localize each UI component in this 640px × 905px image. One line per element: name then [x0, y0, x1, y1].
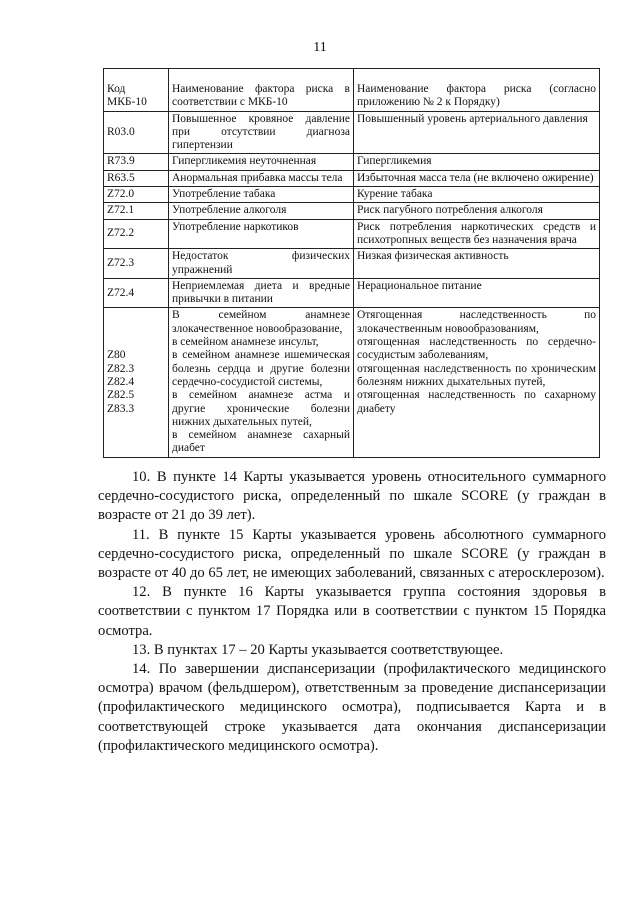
header-order-name: Наименование фактора риска (согласно приложению № 2 к Порядку) [354, 69, 600, 112]
row-order-name: Гипергликемия [354, 154, 600, 170]
row-order-name: Риск пагубного потребления алкоголя [354, 203, 600, 219]
row-icd-name: Употребление наркотиков [169, 219, 354, 249]
paragraph: 13. В пунктах 17 – 20 Карты указывается соответствующее. [132, 641, 504, 658]
row-code: R03.0 [104, 111, 169, 154]
row-icd-name: Употребление алкоголя [169, 203, 354, 219]
row-icd-name: Анормальная прибавка массы тела [169, 170, 354, 186]
paragraph: 12. В пункте 16 Карты указывается группа состояния здоровья в соответствии с пунктом 17 Порядка или в соответствии с пунктом 15 Порядка осмотра. [98, 584, 606, 639]
row-code: Z72.4 [104, 278, 169, 308]
row-code: R63.5 [104, 170, 169, 186]
table-header-row [104, 69, 600, 112]
row-icd-name: Повышенное кровяное давление при отсутствии диагноза гипертензии [169, 111, 354, 154]
row-icd-name: В семейном анамнезе злокачественное новообразование, в семейном анамнезе инсульт, в семейном анамнезе ишемическая болезнь сердца и другие болезни сердечно-сосудистой системы, в семейном анамнезе астма и другие хронические болезни нижних дыхательных путей, в семейном анамнезе сахарный диабет [169, 308, 354, 457]
row-code: Z72.2 [104, 219, 169, 249]
row-order-name: Риск потребления наркотических средств и психотропных веществ без назначения врача [354, 219, 600, 249]
header-icd-name: Наименование фактора риска в соответствии с МКБ-10 [169, 69, 354, 112]
paragraph: 14. По завершении диспансеризации (профилактического медицинского осмотра) врачом (фельдшером), ответственным за проведение диспансеризации (профилактического медицинского осмотра), подписывается Карта и в соответствующей строке указывается дата окончания диспансеризации (профилактического медицинского осмотра). [98, 661, 606, 754]
risk-factor-table [103, 68, 600, 458]
header-code: Код МКБ-10 [104, 69, 169, 112]
row-icd-name: Неприемлемая диета и вредные привычки в питании [169, 278, 354, 308]
row-order-name: Низкая физическая активность [354, 249, 600, 279]
table-row [104, 111, 600, 154]
row-code: Z72.1 [104, 203, 169, 219]
body-text [98, 468, 606, 756]
table-row [104, 308, 600, 457]
page-number: 11 [313, 40, 327, 55]
table-row [104, 203, 600, 219]
row-code: Z72.0 [104, 187, 169, 203]
table-row [104, 249, 600, 279]
row-order-name: Отягощенная наследственность по злокачественным новообразованиям, отягощенная наследственность по сердечно-сосудистым заболеваниям, отягощенная наследственность по хроническим болезням нижних дыхательных путей, отягощенная наследственность по сахарному диабету [354, 308, 600, 457]
table-row [104, 187, 600, 203]
row-icd-name: Гипергликемия неуточненная [169, 154, 354, 170]
table-row [104, 278, 600, 308]
table-row [104, 170, 600, 186]
paragraph: 10. В пункте 14 Карты указывается уровень относительного суммарного сердечно-сосудистого риска, определенный по шкале SCORE (у граждан в возрасте от 21 до 39 лет). [98, 469, 606, 524]
table-row [104, 219, 600, 249]
row-order-name: Избыточная масса тела (не включено ожирение) [354, 170, 600, 186]
row-code: Z72.3 [104, 249, 169, 279]
row-order-name: Нерациональное питание [354, 278, 600, 308]
row-code: R73.9 [104, 154, 169, 170]
table-row [104, 154, 600, 170]
row-order-name: Курение табака [354, 187, 600, 203]
row-order-name: Повышенный уровень артериального давления [354, 111, 600, 154]
row-code: Z80 Z82.3 Z82.4 Z82.5 Z83.3 [104, 308, 169, 457]
row-icd-name: Недостаток физических упражнений [169, 249, 354, 279]
paragraph: 11. В пункте 15 Карты указывается уровень абсолютного суммарного сердечно-сосудистого риска, определенный по шкале SCORE (у граждан в возрасте от 40 до 65 лет, не имеющих заболеваний, связанных с атеросклерозом). [98, 526, 606, 582]
row-icd-name: Употребление табака [169, 187, 354, 203]
